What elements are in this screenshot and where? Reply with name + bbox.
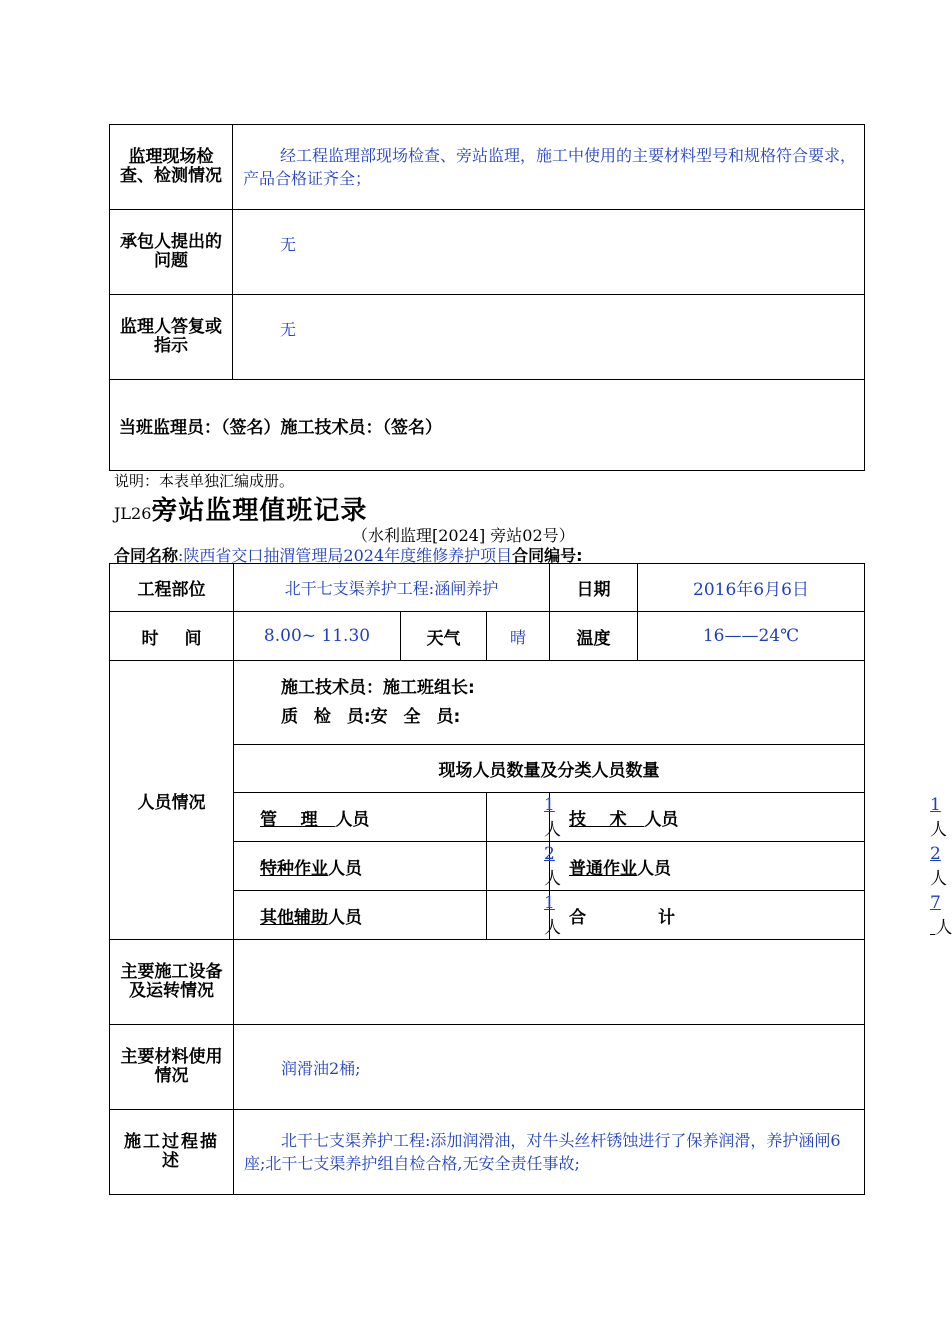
date-label: 日期 — [550, 564, 638, 612]
count-auxiliary: 1人 — [487, 891, 550, 940]
count-label-management: 管 理 人员 — [234, 793, 487, 842]
contractor-issue-value: 无 — [233, 210, 865, 295]
inspection-label: 监理现场检查、检测情况 — [110, 125, 233, 210]
count-header: 现场人员数量及分类人员数量 — [234, 745, 865, 793]
form-title-line — [114, 490, 367, 527]
personnel-label: 人员情况 — [110, 661, 234, 940]
count-label-general: 普通作业人员 — [550, 842, 865, 891]
process-value: 北干七支渠养护工程:添加润滑油，对牛头丝杆锈蚀进行了保养润滑，养护涵闸6座;北干七支渠养护组自检合格,无安全责任事故; — [234, 1110, 865, 1195]
contract-no-label: 合同编号: — [512, 546, 583, 565]
staff-line-2: 质 检 员:安 全 员: — [281, 706, 461, 727]
form-title: 旁站监理值班记录 — [151, 496, 368, 526]
date-value: 2016年6月6日 — [638, 564, 865, 612]
contractor-issue-label: 承包人提出的问题 — [110, 210, 233, 295]
count-label-total: 合 计 — [550, 891, 865, 940]
equipment-value — [234, 940, 865, 1025]
supervisor-reply-label: 监理人答复或指示 — [110, 295, 233, 380]
time-label: 时 间 — [110, 612, 234, 661]
process-label: 施工过程描述 — [110, 1110, 234, 1195]
note-text: 说明：本表单独汇编成册。 — [114, 472, 295, 490]
supervisor-reply-value: 无 — [233, 295, 865, 380]
weather-label: 天气 — [401, 612, 487, 661]
dept-label: 工程部位 — [110, 564, 234, 612]
staff-lines — [234, 661, 865, 745]
count-label-special: 特种作业人员 — [234, 842, 487, 891]
count-label-auxiliary: 其他辅助人员 — [234, 891, 487, 940]
material-value: 润滑油2桶; — [234, 1025, 865, 1110]
temp-value: 16——24℃ — [638, 612, 865, 661]
form-number: （水利监理[2024] 旁站02号） — [352, 526, 575, 545]
contract-name-label: 合同名称 — [114, 546, 179, 565]
signature-line: 当班监理员：（签名）施工技术员：（签名） — [110, 380, 865, 471]
weather-value: 晴 — [487, 612, 550, 661]
dept-value: 北干七支渠养护工程:涵闸养护 — [234, 564, 550, 612]
inspection-table — [109, 124, 865, 471]
time-value: 8.00~ 11.30 — [234, 612, 401, 661]
duty-record-table: 工程部位 北干七支渠养护工程:涵闸养护 日期 2016年6月6日 时 间 8.00~ 11.30 天气 晴 温度 16——24℃ 人员情况 施工技术员：施工班组长: 质 检 员:安 全 员: 现场人员数量及分类人员数量 管 理 人员 1人 技 术 人员 1人 特种作业人员 2人 普通作业人员 2人 其他辅助人员 1人 合 计 7 人 主要施工设备及运转情况 主要材料使用情况 润滑油2桶; 施工过程描述 北干七支渠养护工程:添加润滑油，对牛头丝杆锈蚀进行了保养润滑，养护涵闸6座;北干七支渠养护组自检合格,无安全责任事故; — [109, 563, 865, 1195]
count-special: 2人 — [487, 842, 550, 891]
staff-line-1: 施工技术员：施工班组长: — [281, 677, 475, 698]
count-management: 1人 — [487, 793, 550, 842]
material-label: 主要材料使用情况 — [110, 1025, 234, 1110]
equipment-label: 主要施工设备及运转情况 — [110, 940, 234, 1025]
temp-label: 温度 — [550, 612, 638, 661]
contract-name-value: :陕西省交口抽渭管理局2024年度维修养护项目 — [178, 546, 513, 565]
count-label-technical: 技 术 人员 — [550, 793, 865, 842]
inspection-text: 经工程监理部现场检查、旁站监理，施工中使用的主要材料型号和规格符合要求，产品合格证齐全； — [233, 125, 865, 210]
form-code: JL26 — [114, 504, 152, 523]
